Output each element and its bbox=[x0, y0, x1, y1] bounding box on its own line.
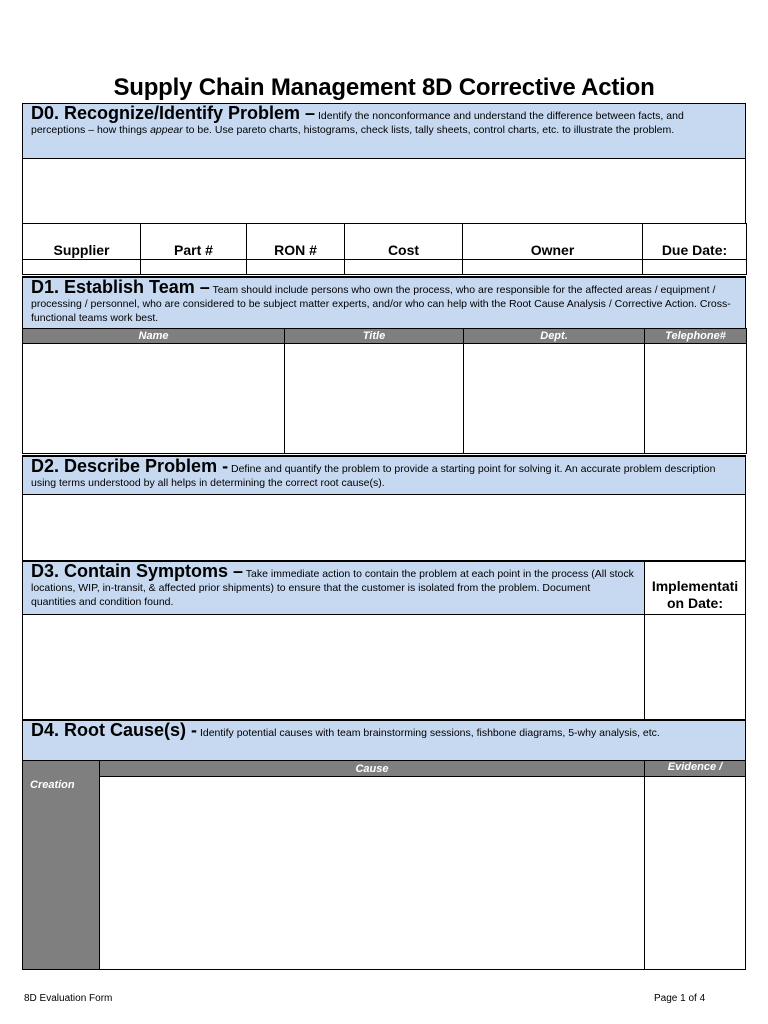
d0-heading: D0. Recognize/Identify Problem – bbox=[31, 103, 316, 123]
col-name: Name bbox=[23, 329, 285, 344]
d2-entry-area[interactable] bbox=[22, 494, 746, 561]
cause-label: Cause bbox=[355, 763, 389, 775]
team-title-cell[interactable] bbox=[285, 344, 464, 454]
part-cell[interactable] bbox=[141, 260, 247, 275]
cause-entry-area[interactable] bbox=[99, 776, 645, 970]
impl-label-line-1: Implementati bbox=[651, 578, 739, 594]
col-title: Title bbox=[285, 329, 464, 344]
d0-desc-2: to be. Use pareto charts, histograms, check lists, tally sheets, control charts, etc. to illustrate the problem. bbox=[182, 124, 675, 136]
evidence-column-header bbox=[644, 760, 746, 777]
impl-label-line-2: on Date: bbox=[667, 595, 723, 611]
due-date-cell[interactable] bbox=[643, 260, 747, 275]
ron-cell[interactable] bbox=[247, 260, 345, 275]
d1-heading: D1. Establish Team – bbox=[31, 277, 210, 297]
evidence-entry-area[interactable] bbox=[644, 776, 746, 970]
d3-desc: Take immediate action to contain the problem at each point in the process (All stock locations, WIP, in-transit, & affected prior shipments) to ensure that the customer is isolated from the problem. Document quantities and condition found. bbox=[31, 568, 634, 608]
footer-page-number: Page 1 of 4 bbox=[654, 993, 706, 1004]
col-cost: Cost bbox=[345, 224, 463, 260]
d3-heading: D3. Contain Symptoms – bbox=[31, 561, 244, 581]
d0-desc-italic: appear bbox=[150, 124, 183, 136]
team-name-cell[interactable] bbox=[23, 344, 285, 454]
d3-entry-area[interactable] bbox=[22, 614, 645, 720]
footer-form-name: 8D Evaluation Form bbox=[24, 993, 113, 1004]
d2-heading: D2. Describe Problem - bbox=[31, 456, 229, 476]
d0-header bbox=[22, 103, 746, 159]
col-due-date: Due Date: bbox=[643, 224, 747, 260]
col-ron: RON # bbox=[247, 224, 345, 260]
implementation-date-entry[interactable] bbox=[644, 614, 746, 720]
col-supplier: Supplier bbox=[23, 224, 141, 260]
supplier-cell[interactable] bbox=[23, 260, 141, 275]
owner-cell[interactable] bbox=[463, 260, 643, 275]
d0-entry-area[interactable] bbox=[22, 158, 746, 224]
evidence-label: Evidence / bbox=[667, 761, 723, 773]
col-telephone: Telephone# bbox=[645, 329, 747, 344]
document-title: Supply Chain Management 8D Corrective Action bbox=[113, 74, 655, 101]
d2-header bbox=[22, 455, 746, 495]
implementation-date-header bbox=[644, 560, 746, 615]
d0-desc-1: Identify the nonconformance and understand the difference between facts, and perceptions – how things bbox=[31, 110, 684, 136]
d2-desc: Define and quantify the problem to provide a starting point for solving it. An accurate problem description using terms understood by all helps in determining the correct root cause(s). bbox=[31, 463, 716, 489]
d4-heading: D4. Root Cause(s) - bbox=[31, 720, 198, 740]
col-dept: Dept. bbox=[464, 329, 645, 344]
d1-desc: Team should include persons who own the process, who are responsible for the affected areas / equipment / processing / personnel, who are considered to be subject matter experts, and/or who can help with the Root Cause Analysis / Corrective Action. Cross-functional teams work best. bbox=[31, 284, 731, 324]
cost-cell[interactable] bbox=[345, 260, 463, 275]
info-table bbox=[22, 223, 747, 275]
col-part: Part # bbox=[141, 224, 247, 260]
creation-label: Creation bbox=[30, 779, 75, 791]
cause-column-header bbox=[99, 760, 645, 777]
d4-desc: Identify potential causes with team brainstorming sessions, fishbone diagrams, 5-why analysis, etc. bbox=[197, 727, 660, 739]
d4-header bbox=[22, 719, 746, 761]
d4-left-gray-column bbox=[22, 760, 100, 970]
team-table bbox=[22, 328, 747, 454]
d1-header bbox=[22, 276, 746, 329]
col-owner: Owner bbox=[463, 224, 643, 260]
d3-header bbox=[22, 560, 645, 615]
team-telephone-cell[interactable] bbox=[645, 344, 747, 454]
team-dept-cell[interactable] bbox=[464, 344, 645, 454]
